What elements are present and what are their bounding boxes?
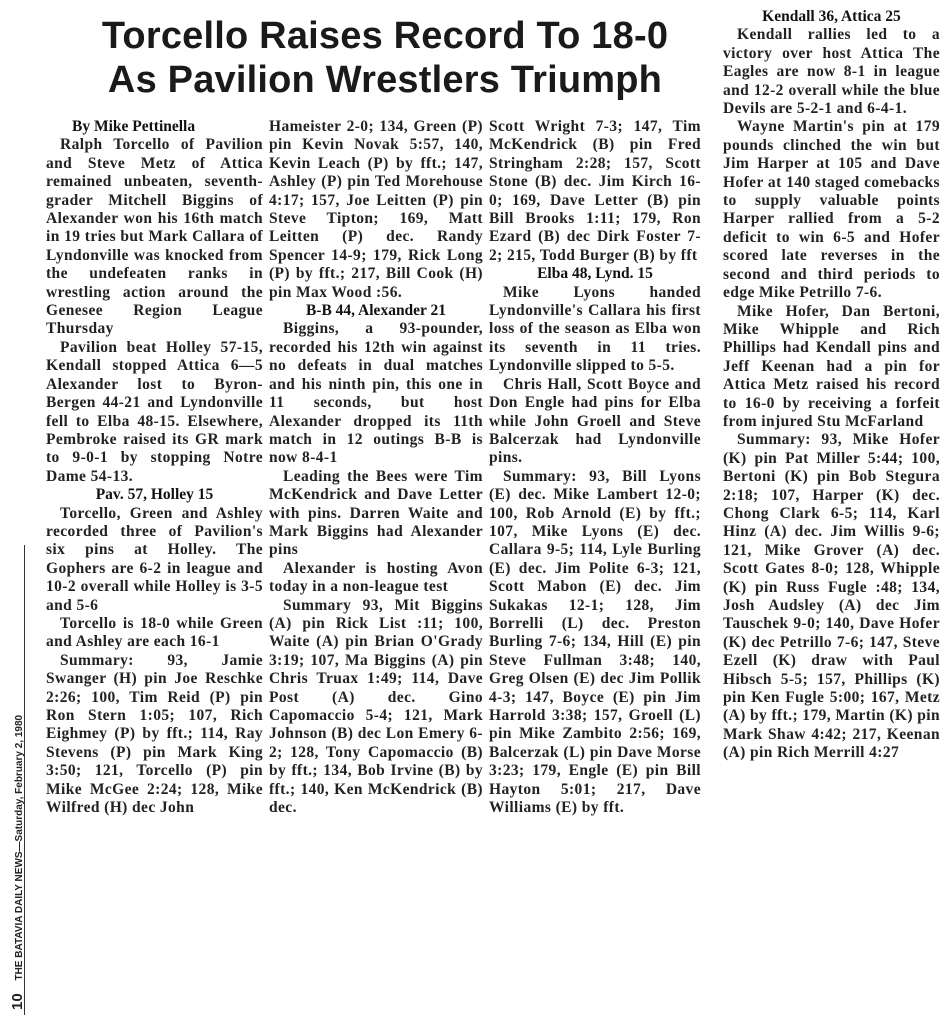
paragraph: Alexander is hosting Avon today in a non-league test [269, 559, 483, 596]
page-number: 10 [9, 993, 26, 1010]
paragraph: Biggins, a 93-pounder, recorded his 12th win against no defeats in dual matches and his ninth pin, this one in 11 seconds, but host Alexander dropped its 11th match in 12 outings B-B is now 8-4-1 [269, 320, 483, 467]
paragraph: Mike Hofer, Dan Bertoni, Mike Whipple and Rich Phillips had Kendall pins and Jeff Keenan had a pin for Attica Metz raised his record to 16-0 by receiving a forfeit from injured Stu McFarland [723, 302, 940, 430]
paragraph: Chris Hall, Scott Boyce and Don Engle had pins for Elba while John Groell and Steve Balcerzak had Lyndonville pins. [489, 375, 701, 467]
masthead-dateline: THE BATAVIA DAILY NEWS—Saturday, February 2, 1980 [14, 714, 25, 981]
subheading: Kendall 36, Attica 25 [762, 8, 901, 25]
summary-paragraph: Summary: 93, Jamie Swanger (H) pin Joe Reschke 2:26; 100, Tim Reid (P) pin Ron Stern 1:05; 107, Rich Eighmey (P) by fft.; 114, Ray Stevens (P) pin Mark King 3:50; 121, Torcello (P) pin Mike McGee 2:24; 128, Mike Wilfred (H) dec John [46, 651, 263, 817]
page-folio [8, 550, 28, 1010]
article-column-4 [723, 8, 940, 763]
headline-line-1: Torcello Raises Record To 18-0 [101, 15, 669, 57]
summary-continued: Hameister 2-0; 134, Green (P) pin Kevin Novak 5:57, 140, Kevin Leach (P) by fft.; 147, Ashley (P) pin Ted Morehouse 4:17; 157, Joe Leitten (P) pin Steve Tipton; 169, Matt Leitten (P) dec. Randy Spencer 14-9; 179, Rick Long (P) by fft.; 217, Bill Cook (H) pin Max Wood :56. [269, 118, 483, 301]
summary-continued: Scott Wright 7-3; 147, Tim McKendrick (B) pin Fred Stringham 2:28; 157, Scott Stone (B) dec. Jim Kirch 16-0; 169, Dave Letter (B) pin Bill Brooks 1:11; 179, Ron Ezard (B) dec Dirk Foster 7-2; 215, Todd Burger (B) by fft [489, 118, 701, 264]
paragraph: Leading the Bees were Tim McKendrick and Dave Letter with pins. Darren Waite and Mark Biggins had Alexander pins [269, 467, 483, 559]
byline: By Mike Pettinella [72, 118, 196, 135]
subheading: Elba 48, Lynd. 15 [537, 265, 653, 283]
subheading: B-B 44, Alexander 21 [305, 302, 447, 320]
paragraph: Torcello, Green and Ashley recorded three of Pavilion's six pins at Holley. The Gophers are 6-2 in league and 10-2 overall while Holley is 3-5 and 5-6 [46, 504, 263, 614]
summary-paragraph: Summary: 93, Bill Lyons (E) dec. Mike Lambert 12-0; 100, Rob Arnold (E) by fft.; 107, Mike Lyons (E) dec. Callara 9-5; 114, Lyle Burling (E) dec. Jim Polite 6-3; 121, Scott Mabon (E) dec. Jim Sukakas 12-1; 128, Jim Borrelli (L) dec. Preston Burling 7-6; 134, Hill (E) pin Steve Fullman 3:48; 140, Greg Olsen (E) dec Jim Pollik 4-3; 147, Boyce (E) pin Jim Harrold 3:38; 157, Groell (L) pin Mike Zambito 2:56; 169, Balcerzak (L) pin Dave Morse 3:23; 179, Engle (E) pin Bill Hayton 5:01; 217, Dave Williams (E) by fft. [489, 467, 701, 817]
summary-paragraph: Summary 93, Mit Biggins (A) pin Rick List :11; 100, Waite (A) pin Brian O'Grady 3:19; 107, Ma Biggins (A) pin Chris Truax 1:49; 114, Dave Post (A) dec. Gino Capomaccio 5-4; 121, Mark Johnson (B) dec Lon Emery 6-2; 128, Tony Capomaccio (B) by fft.; 134, Bob Irvine (B) by fft.; 140, Ken McKendrick (B) dec. [269, 596, 483, 817]
headline-line-2: As Pavilion Wrestlers Triumph [107, 59, 663, 101]
paragraph: Kendall rallies led to a victory over host Attica The Eagles are now 8-1 in league and 12-2 overall while the blue Devils are 5-2-1 and 6-4-1. [723, 26, 940, 118]
paragraph: Wayne Martin's pin at 179 pounds clinched the win but Jim Harper at 105 and Dave Hofer at 140 staged comebacks to supply valuable points Harper rallied from a 5-2 deficit to win 6-5 and Hofer scored late reverses in the second and third periods to edge Mike Petrillo 7-6. [723, 118, 940, 302]
paragraph: Torcello is 18-0 while Green and Ashley are each 16-1 [46, 614, 263, 651]
article-column-2 [269, 118, 483, 817]
subheading: Pav. 57, Holley 15 [95, 486, 214, 504]
paragraph: Ralph Torcello of Pavilion and Steve Metz of Attica remained unbeaten, seventh-grader Mitchell Biggins of Alexander won his 16th match in 19 tries but Mark Callara of Lyndonville was knocked from the undefeaten ranks in wrestling action around the Genesee Region League Thursday [46, 136, 263, 338]
article-column-1 [46, 118, 263, 817]
paragraph: Pavilion beat Holley 57-15, Kendall stopped Attica 6—5 Alexander lost to Byron-Bergen 44-21 and Lyndonville fell to Elba 48-15. Elsewhere, Pembroke raised its GR mark to 9-0-1 by stopping Notre Dame 54-13. [46, 338, 263, 485]
summary-paragraph: Summary: 93, Mike Hofer (K) pin Pat Miller 5:44; 100, Bertoni (K) pin Bob Stegura 2:18; 107, Harper (K) dec. Chong Clark 6-5; 114, Karl Hinz (A) dec. Jim Willis 9-6; 121, Mike Grover (A) dec. Scott Gates 8-0; 128, Whipple (K) pin Russ Fugle :48; 134, Josh Audsley (A) dec Jim Tauschek 9-0; 140, Dave Hofer (K) dec Petrillo 7-6; 147, Steve Ezell (K) draw with Paul Hibsch 5-5; 157, Phillips (K) pin Ken Fugle 5:00; 167, Metz (A) by fft.; 179, Martin (K) pin Mark Shaw 4:42; 217, Keenan (A) pin Rich Merrill 4:27 [723, 431, 940, 762]
article-column-3 [489, 118, 701, 817]
headline [40, 14, 730, 102]
paragraph: Mike Lyons handed Lyndonville's Callara his first loss of the season as Elba won its seventh in 11 tries. Lyndonville slipped to 5-5. [489, 283, 701, 375]
